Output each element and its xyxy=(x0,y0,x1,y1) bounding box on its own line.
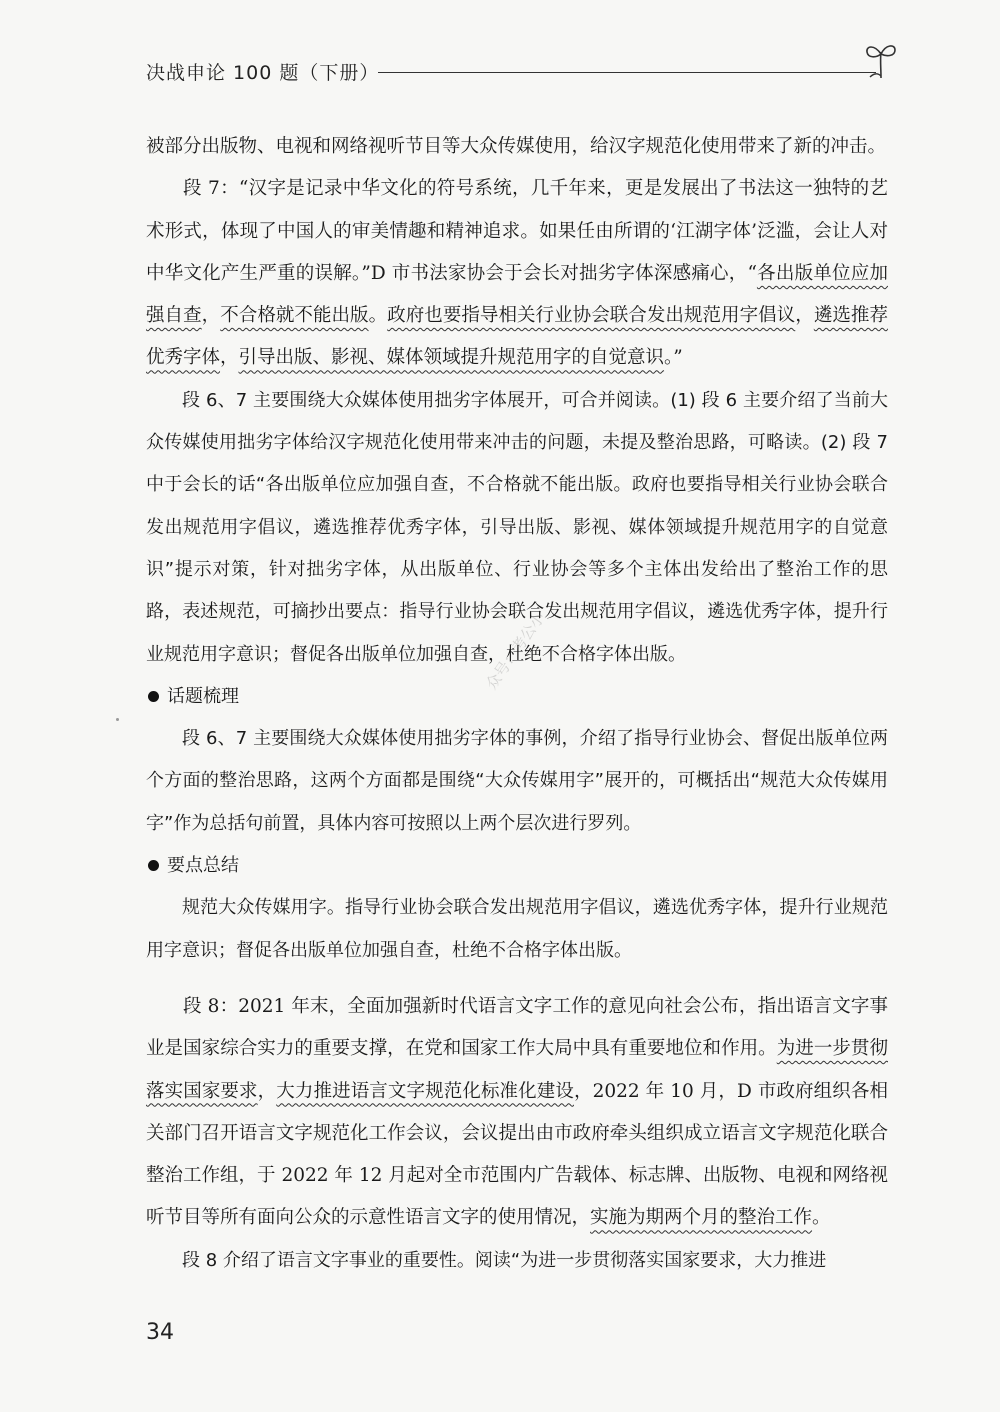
p7-sep-2: 。 xyxy=(368,305,388,327)
header-rule xyxy=(378,72,876,73)
heading-summary-label: 要点总结 xyxy=(167,855,239,877)
p7-underlined-5: 引导出版、影视、媒体领域提升规范用字的自觉意识 xyxy=(238,347,665,369)
p8-text-mid: ，2022 年 10 月，D 市政府组织各相关部门召开语言文字规范化工作会议，会议提出由市政府牵头组织成立语言文字规范化联合整治工作组，于 2022 年 12 月起对全市范围内广告载体、标志牌、出版物、电视和网络视听节目等所有面向公众的示意性语言文字的使用情况， xyxy=(146,1080,888,1229)
p8-underlined-1: 为进一步贯彻落实国家要求 xyxy=(146,1038,888,1102)
paragraph-section-8 xyxy=(146,986,888,1240)
p8-sep-1: ， xyxy=(257,1080,277,1102)
bullet-icon xyxy=(148,860,159,871)
heading-topic xyxy=(146,676,888,718)
paragraph-section-7 xyxy=(146,168,888,379)
analysis-paragraph-8: 段 8 介绍了语言文字事业的重要性。阅读“为进一步贯彻落实国家要求，大力推进 xyxy=(182,1249,827,1271)
heading-summary xyxy=(146,845,888,887)
p8-text-pre: 段 8：2021 年末，全面加强新时代语言文字工作的意见向社会公布，指出语言文字事业是国家综合实力的重要支撑，在党和国家工作大局中具有重要地位和作用。 xyxy=(146,995,888,1060)
book-title: 决战申论 100 题（下册） xyxy=(146,62,380,84)
paragraph-continued: 被部分出版物、电视和网络视听节目等大众传媒使用，给汉字规范化使用带来了新的冲击。 xyxy=(146,136,887,157)
heading-topic-label: 话题梳理 xyxy=(167,685,239,707)
p7-text-post: 。” xyxy=(664,347,683,369)
p8-text-post: 。 xyxy=(812,1207,831,1229)
summary-paragraph: 规范大众传媒用字。指导行业协会联合发出规范用字倡议，遴选优秀字体，提升行业规范用字意识；督促各出版单位加强自查，杜绝不合格字体出版。 xyxy=(146,897,888,961)
p8-underlined-3: 实施为期两个月的整治工作 xyxy=(590,1207,813,1229)
running-header xyxy=(146,58,896,90)
p7-underlined-1: 各出版单位应加强自查 xyxy=(146,262,888,327)
page-body xyxy=(146,126,888,1282)
bullet-icon xyxy=(148,691,159,702)
margin-mark xyxy=(116,718,119,721)
p8-underlined-2: 大力推进语言文字规范化标准化建设 xyxy=(276,1080,574,1102)
paragraph-gap xyxy=(146,972,888,986)
p7-text-pre: 段 7：“汉字是记录中华文化的符号系统，几千年来，更是发展出了书法这一独特的艺术形式，体现了中国人的审美情趣和精神追求。如果任由所谓的‘江湖字体’泛滥，会让人对中华文化产生严重的误解。”D 市书法家协会于会长对拙劣字体深感痛心，“ xyxy=(146,178,888,284)
sprout-icon xyxy=(864,40,898,80)
p7-underlined-4: 遴选推荐优秀字体 xyxy=(146,305,888,369)
analysis-paragraph-6-7: 段 6、7 主要围绕大众媒体使用拙劣字体展开，可合并阅读。(1) 段 6 主要介绍了当前大众传媒使用拙劣字体给汉字规范化使用带来冲击的问题，未提及整治思路，可略读。(2) 段 7 中于会长的话“各出版单位应加强自查，不合格就不能出版。政府也要指导相关行业协会联合发出规范用字倡议，遴选推荐优秀字体，引导出版、影视、媒体领域提升规范用字的自觉意识”提示对策，针对拙劣字体，从出版单位、行业协会等多个主体出发给出了整治工作的思路，表述规范，可摘抄出要点：指导行业协会联合发出规范用字倡议，遴选优秀字体，提升行业规范用字意识；督促各出版单位加强自查，杜绝不合格字体出版。 xyxy=(146,389,888,665)
p7-underlined-2: 不合格就不能出版 xyxy=(220,305,369,327)
p7-underlined-3: 政府也要指导相关行业协会联合发出规范用字倡议 xyxy=(387,305,796,327)
p7-sep-3: ， xyxy=(795,305,814,327)
watermark: 众号：考公小 xyxy=(482,608,549,693)
topic-paragraph: 段 6、7 主要围绕大众媒体使用拙劣字体的事例，介绍了指导行业协会、督促出版单位两个方面的整治思路，这两个方面都是围绕“大众传媒用字”展开的，可概括出“规范大众传媒用字”作为总括句前置，具体内容可按照以上两个层次进行罗列。 xyxy=(146,728,888,834)
page-number: 34 xyxy=(146,1320,174,1345)
p7-sep-4: ， xyxy=(220,347,239,369)
p7-sep-1: ， xyxy=(201,305,221,327)
